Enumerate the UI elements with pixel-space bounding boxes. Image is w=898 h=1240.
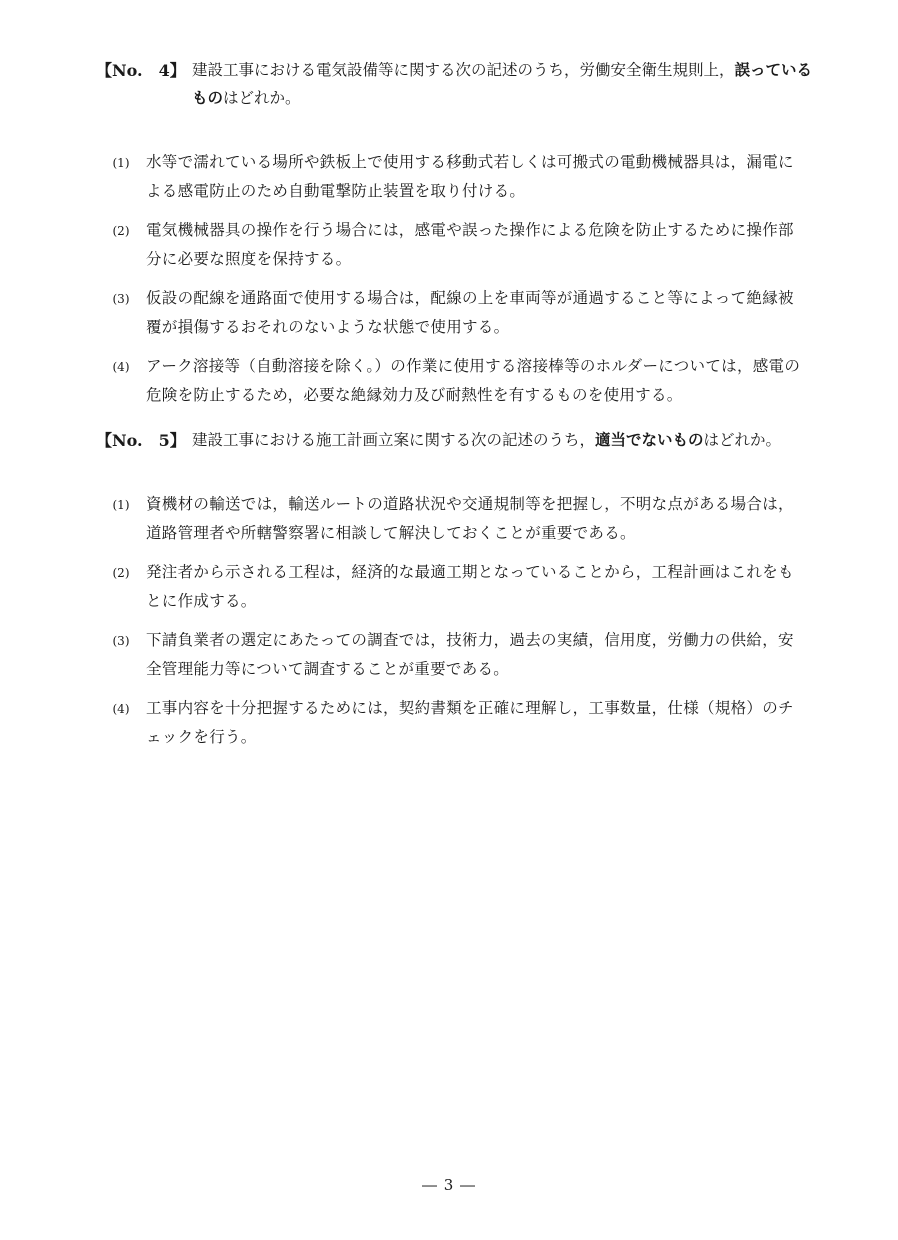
option-label: (4) <box>112 702 130 716</box>
page-number: ― 3 ― <box>421 1176 477 1194</box>
option-item <box>96 278 816 342</box>
option-label: (4) <box>112 360 130 374</box>
option-text: 仮設の配線を通路面で使用する場合は，配線の上を車両等が通過すること等によって絶縁被覆が損傷するおそれのないような状態で使用する。 <box>146 289 794 336</box>
question-stem <box>192 420 781 454</box>
option-label: (1) <box>112 156 130 170</box>
option-item <box>96 210 816 274</box>
option-item <box>96 484 816 548</box>
option-label: (2) <box>112 224 130 238</box>
option-item <box>96 346 816 410</box>
question-header <box>96 50 816 112</box>
question-header <box>96 420 816 454</box>
question-5 <box>96 420 816 756</box>
stem-text: 建設工事における電気設備等に関する次の記述のうち，労働安全衛生規則上， <box>192 61 735 79</box>
stem-tail: はどれか。 <box>703 431 782 449</box>
option-list <box>96 484 816 752</box>
option-text: 水等で濡れている場所や鉄板上で使用する移動式若しくは可搬式の電動機械器具は，漏電による感電防止のため自動電撃防止装置を取り付ける。 <box>146 153 794 200</box>
option-item <box>96 620 816 684</box>
option-list <box>96 142 816 410</box>
option-label: (3) <box>112 292 130 306</box>
option-text: 工事内容を十分把握するためには，契約書類を正確に理解し，工事数量，仕様（規格）のチェックを行う。 <box>146 699 794 746</box>
option-text: アーク溶接等（自動溶接を除く。）の作業に使用する溶接棒等のホルダーについては，感電の危険を防止するため，必要な絶縁効力及び耐熱性を有するものを使用する。 <box>146 357 801 404</box>
question-4 <box>96 50 816 414</box>
option-label: (1) <box>112 498 130 512</box>
option-text: 下請負業者の選定にあたっての調査では，技術力，過去の実績，信用度，労働力の供給，安全管理能力等について調査することが重要である。 <box>146 631 794 678</box>
option-item <box>96 688 816 752</box>
question-stem <box>192 50 816 112</box>
stem-tail: はどれか。 <box>223 89 301 107</box>
stem-text: 建設工事における施工計画立案に関する次の記述のうち， <box>192 431 596 449</box>
option-text: 発注者から示される工程は，経済的な最適工期となっていることから，工程計画はこれをもとに作成する。 <box>146 563 794 610</box>
option-label: (2) <box>112 566 130 580</box>
question-number: 【No. 4】 <box>96 61 186 80</box>
option-label: (3) <box>112 634 130 648</box>
option-item <box>96 142 816 206</box>
stem-emphasis: 誤っているもの <box>192 61 813 107</box>
option-text: 資機材の輸送では，輸送ルートの道路状況や交通規制等を把握し，不明な点がある場合は，道路管理者や所轄警察署に相談して解決しておくことが重要である。 <box>146 495 794 542</box>
option-item <box>96 552 816 616</box>
stem-emphasis: 適当でないもの <box>595 431 704 449</box>
option-text: 電気機械器具の操作を行う場合には，感電や誤った操作による危険を防止するために操作部分に必要な照度を保持する。 <box>146 221 794 268</box>
question-number: 【No. 5】 <box>96 431 186 450</box>
